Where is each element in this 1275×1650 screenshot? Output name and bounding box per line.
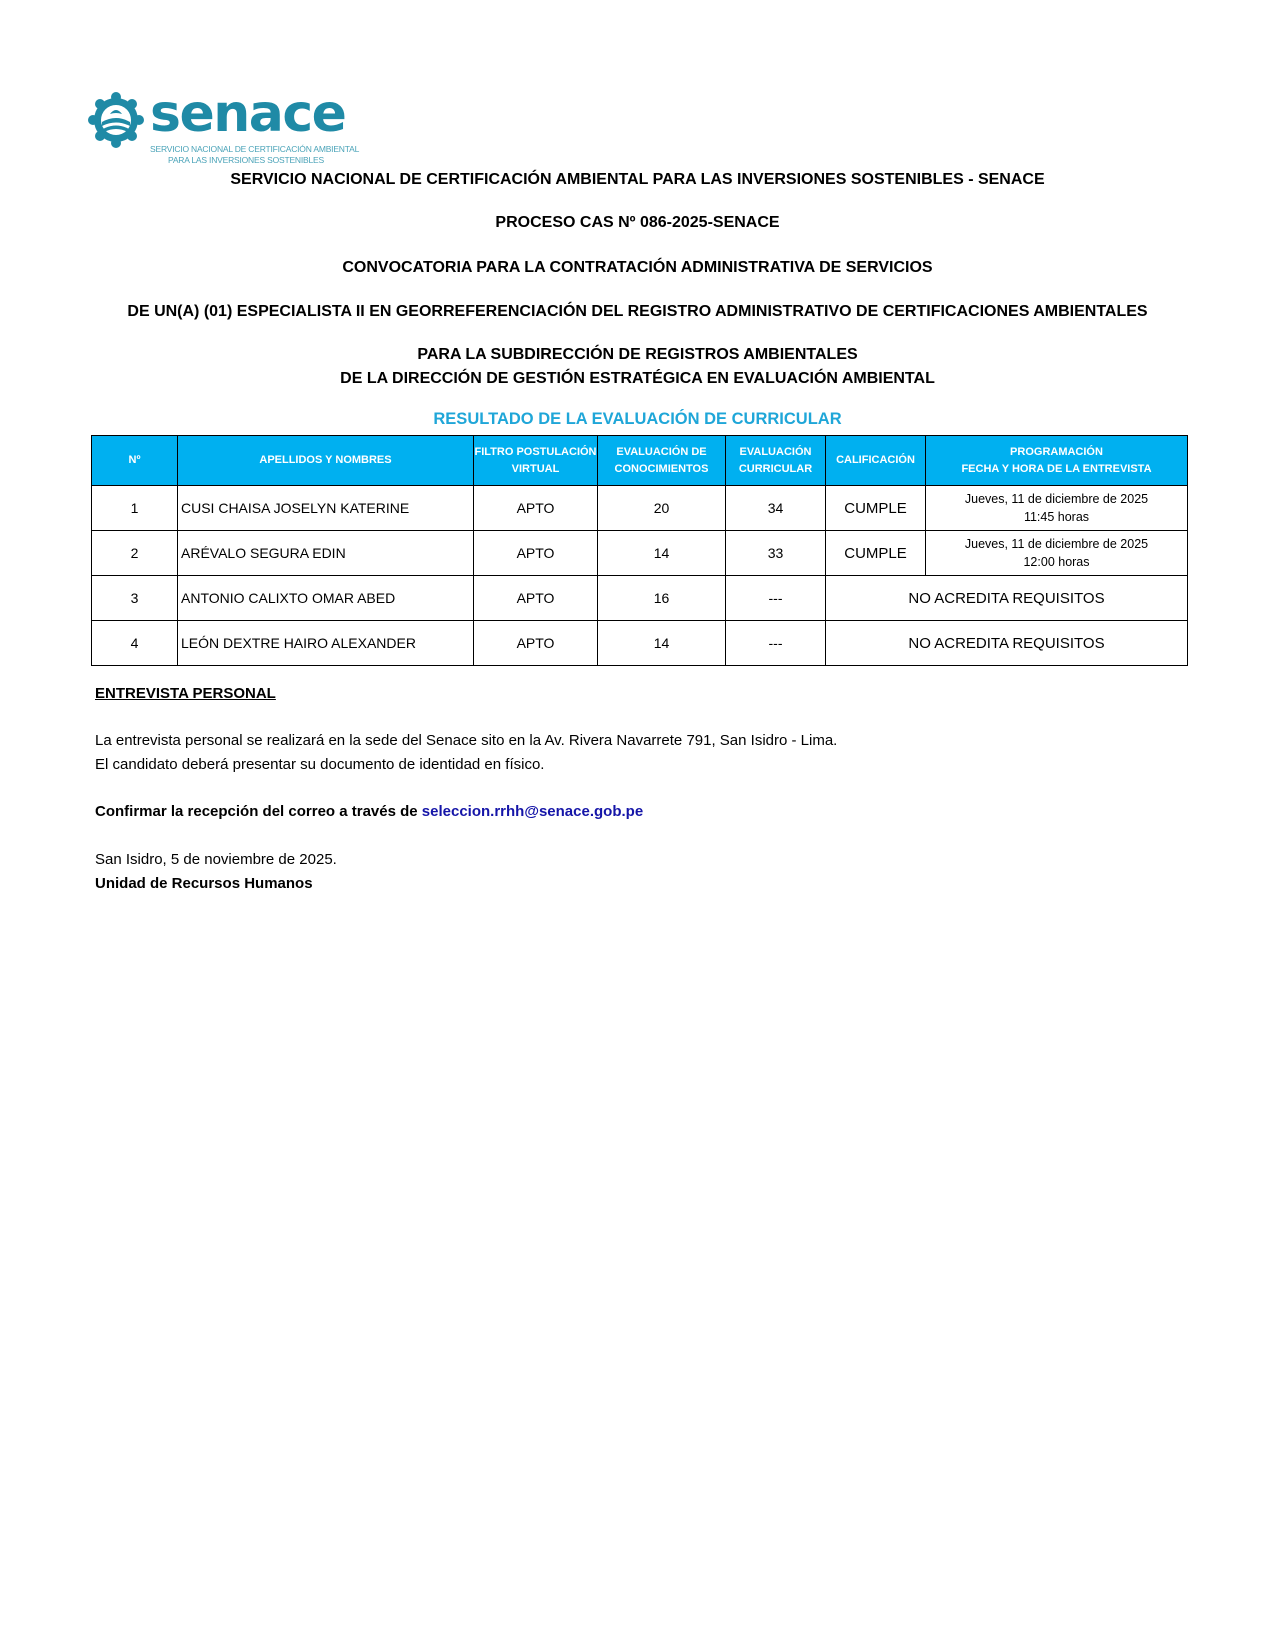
interview-title: ENTREVISTA PERSONAL: [95, 685, 276, 702]
header-qualification: CALIFICACIÓN: [826, 436, 926, 486]
row-name: ANTONIO CALIXTO OMAR ABED: [178, 576, 474, 621]
header-name: APELLIDOS Y NOMBRES: [178, 436, 474, 486]
senace-emblem-icon: [88, 92, 144, 148]
row-result: NO ACREDITA REQUISITOS: [826, 576, 1188, 621]
logo-tagline: SERVICIO NACIONAL DE CERTIFICACIÓN AMBIENTAL: [150, 144, 360, 154]
table-row: [92, 576, 1188, 621]
row-qualification: CUMPLE: [826, 531, 926, 576]
header-knowledge: EVALUACIÓN DE CONOCIMIENTOS: [598, 436, 726, 486]
position-title: DE UN(A) (01) ESPECIALISTA II EN GEORREFERENCIACIÓN DEL REGISTRO ADMINISTRATIVO DE CERTIFICACIONES AMBIENTALES: [127, 303, 1148, 320]
row-filter: APTO: [474, 621, 598, 666]
row-name: CUSI CHAISA JOSELYN KATERINE: [178, 486, 474, 531]
process-title: PROCESO CAS Nº 086-2025-SENACE: [495, 214, 780, 231]
table-row: [92, 486, 1188, 531]
table-row: [92, 531, 1188, 576]
row-knowledge: 14: [598, 531, 726, 576]
table-header-row: [92, 436, 1188, 486]
logo-wordmark: senace: [150, 84, 346, 144]
header-schedule: PROGRAMACIÓN FECHA Y HORA DE LA ENTREVISTA: [926, 436, 1188, 486]
row-num: 1: [92, 486, 178, 531]
row-name: ARÉVALO SEGURA EDIN: [178, 531, 474, 576]
senace-logo: [88, 84, 360, 170]
row-filter: APTO: [474, 531, 598, 576]
header-curricular: EVALUACIÓN CURRICULAR: [726, 436, 826, 486]
row-qualification: CUMPLE: [826, 486, 926, 531]
signature-unit: Unidad de Recursos Humanos: [95, 875, 313, 892]
email-link[interactable]: seleccion.rrhh@senace.gob.pe: [421, 803, 644, 820]
table-row: [92, 621, 1188, 666]
row-num: 3: [92, 576, 178, 621]
call-title: CONVOCATORIA PARA LA CONTRATACIÓN ADMINISTRATIVA DE SERVICIOS: [342, 259, 933, 276]
unit-title-line1: PARA LA SUBDIRECCIÓN DE REGISTROS AMBIENTALES: [417, 346, 858, 363]
results-table: [91, 435, 1188, 666]
logo-tagline: PARA LAS INVERSIONES SOSTENIBLES: [168, 155, 324, 165]
confirm-line: [95, 803, 643, 820]
institution-title: SERVICIO NACIONAL DE CERTIFICACIÓN AMBIENTAL PARA LAS INVERSIONES SOSTENIBLES - SENACE: [230, 171, 1045, 188]
row-num: 4: [92, 621, 178, 666]
row-curricular: ---: [726, 576, 826, 621]
row-curricular: ---: [726, 621, 826, 666]
confirm-text: Confirmar la recepción del correo a través de: [95, 803, 422, 820]
interview-id-note: El candidato deberá presentar su documento de identidad en físico.: [95, 756, 545, 773]
row-curricular: 33: [726, 531, 826, 576]
row-curricular: 34: [726, 486, 826, 531]
row-name: LEÓN DEXTRE HAIRO ALEXANDER: [178, 621, 474, 666]
row-knowledge: 14: [598, 621, 726, 666]
header-num: Nº: [92, 436, 178, 486]
result-title: RESULTADO DE LA EVALUACIÓN DE CURRICULAR: [433, 410, 842, 428]
unit-title-line2: DE LA DIRECCIÓN DE GESTIÓN ESTRATÉGICA EN EVALUACIÓN AMBIENTAL: [340, 370, 935, 387]
row-filter: APTO: [474, 486, 598, 531]
row-schedule: Jueves, 11 de diciembre de 2025 11:45 horas: [926, 486, 1188, 531]
row-result: NO ACREDITA REQUISITOS: [826, 621, 1188, 666]
row-knowledge: 20: [598, 486, 726, 531]
place-date: San Isidro, 5 de noviembre de 2025.: [95, 851, 337, 868]
header-filter: FILTRO POSTULACIÓN VIRTUAL: [474, 436, 598, 486]
row-filter: APTO: [474, 576, 598, 621]
row-knowledge: 16: [598, 576, 726, 621]
interview-location: La entrevista personal se realizará en la sede del Senace sito en la Av. Rivera Navarrete 791, San Isidro - Lima.: [95, 732, 838, 749]
row-schedule: Jueves, 11 de diciembre de 2025 12:00 horas: [926, 531, 1188, 576]
row-num: 2: [92, 531, 178, 576]
